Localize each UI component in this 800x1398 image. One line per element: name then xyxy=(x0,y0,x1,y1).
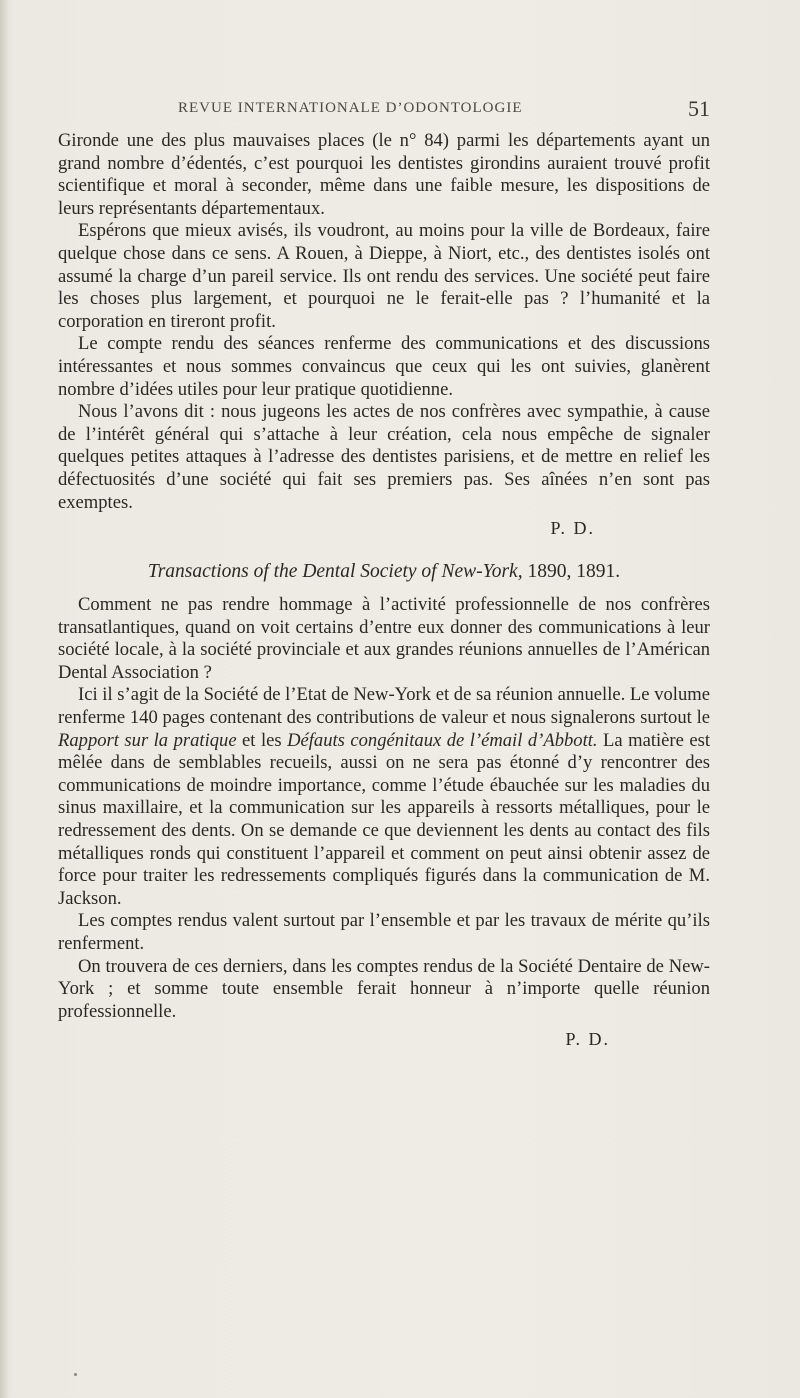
article2-paragraph-4: On trouvera de ces derniers, dans les comptes rendus de la Société Dentaire de New-York ; et somme toute ensemble ferait honneur à n’importe quelle réunion professionnelle. xyxy=(58,955,710,1022)
page-header xyxy=(58,96,710,122)
article1-paragraph-2: Espérons que mieux avisés, ils voudront, au moins pour la ville de Bordeaux, faire quelque chose dans ce sens. A Rouen, à Dieppe, à Niort, etc., des dentistes isolés ont assumé la charge d’un pareil service. Ils ont rendu des services. Une société peut faire les choses plus largement, et pourquoi ne le ferait-elle pas ? l’humanité et la corporation en tireront profit. xyxy=(58,220,710,332)
article2-p2-italic-2: Défauts congénitaux de l’émail d’Abbott. xyxy=(287,729,598,751)
article1-paragraph-3: Le compte rendu des séances renferme des communications et des discussions intéressantes et nous sommes convaincus que ceux qui les ont suivies, glanèrent nombre d’idées utiles pour leur pratique quotidienne. xyxy=(58,333,710,400)
review-title-years: 1890, 1891. xyxy=(522,561,621,583)
article1-paragraph-1: Gironde une des plus mauvaises places (le n° 84) parmi les départements ayant un grand nombre d’édentés, c’est pourquoi les dentistes girondins auraient trouvé profit scientifique et moral à seconder, même dans une faible mesure, les dispositions de leurs représentants départementaux. xyxy=(58,130,710,219)
article1-signature: P. D. xyxy=(550,518,595,539)
article2-p2-text-c: La matière est mêlée dans de semblables recueils, aussi on ne sera pas étonné d’y rencontrer des communications de moindre importance, comme l’étude ébauchée sur les maladies du sinus maxillaire, et la communication sur les appareils à ressorts métalliques, pour le redressement des dents. On se demande ce que deviennent les dents au contact des fils métalliques ronds qui constituent l’appareil et comment on peut ainsi obtenir assez de force pour traiter les redressements compliqués figurés dans la communication de M. Jackson. xyxy=(58,729,710,909)
article2-p2-text-b: et les xyxy=(236,729,288,751)
page-number: 51 xyxy=(688,96,710,121)
ink-speck xyxy=(74,1373,77,1376)
article2-signature: P. D. xyxy=(565,1029,610,1050)
review-title xyxy=(58,560,710,584)
article2-paragraph-3: Les comptes rendus valent surtout par l’ensemble et par les travaux de mérite qu’ils renferment. xyxy=(58,910,710,954)
page-spine-shadow xyxy=(0,0,8,1398)
article2-paragraph-2 xyxy=(58,684,710,910)
article2-p2-italic-1: Rapport sur la pratique xyxy=(58,729,237,751)
running-head: REVUE INTERNATIONALE D’ODONTOLOGIE xyxy=(178,100,523,116)
page-body xyxy=(58,130,710,1051)
article1-paragraph-4: Nous l’avons dit : nous jugeons les actes de nos confrères avec sympathie, à cause de l’intérêt général qui s’attache à leur création, cela nous empêche de signaler quelques petites attaques à l’adresse des dentistes parisiens, et de mettre en relief les défectuosités d’une société qui fait ses premiers pas. Ses aînées n’en sont pas exemptes. xyxy=(58,401,710,513)
article2-paragraph-1: Comment ne pas rendre hommage à l’activité professionnelle de nos confrères transatlantiques, quand on voit certains d’entre eux donner des communications à leur société locale, à la société provinciale et aux grandes réunions annuelles de l’Américan Dental Association ? xyxy=(58,594,710,683)
article2-p2-text-a: Ici il s’agit de la Société de l’Etat de New-York et de sa réunion annuelle. Le volume renferme 140 pages contenant des contributions de valeur et nous signalerons surtout le xyxy=(58,684,710,729)
review-title-italic: Transactions of the Dental Society of New-York, xyxy=(147,561,523,583)
